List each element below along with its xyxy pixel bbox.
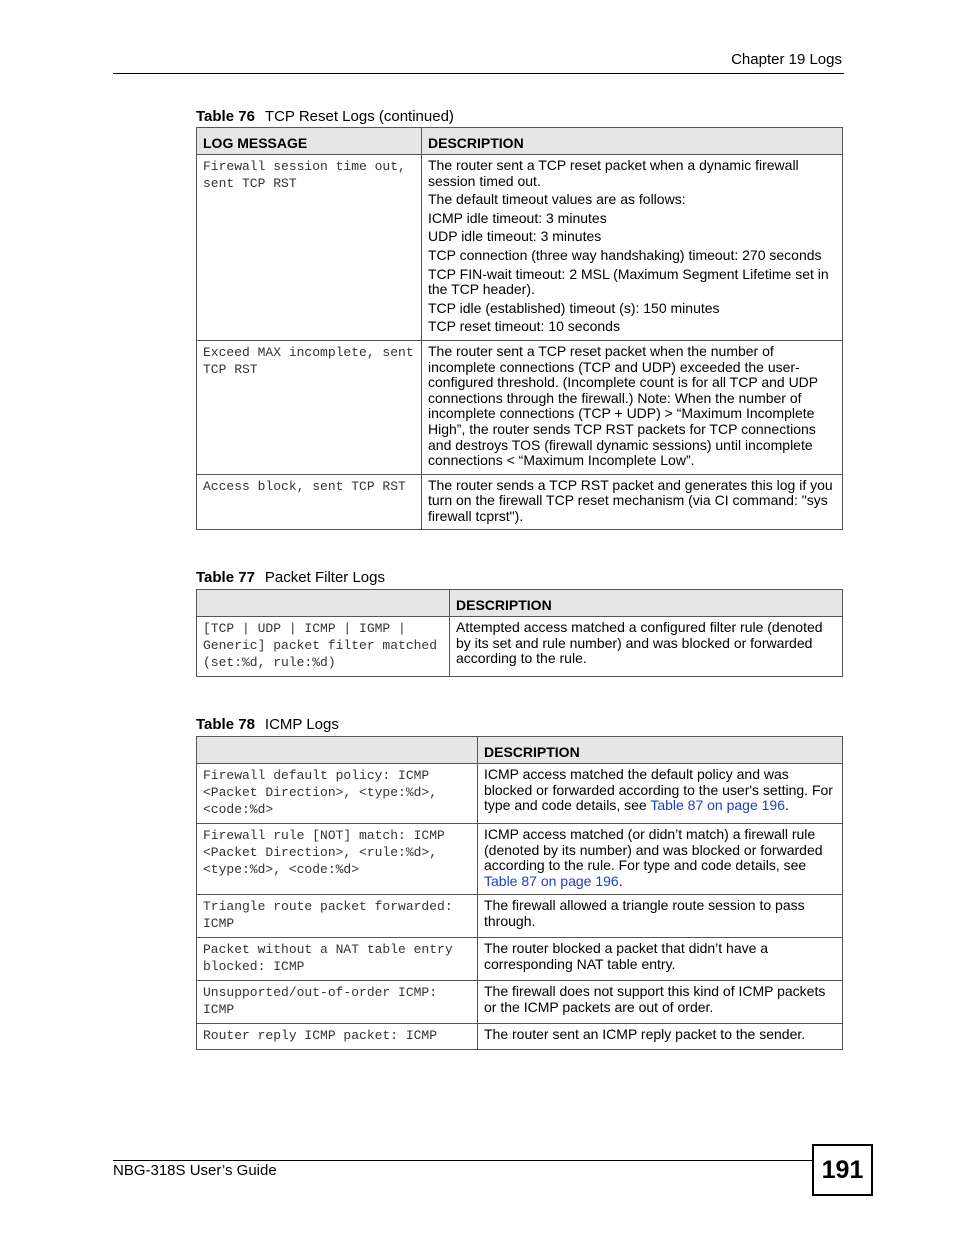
table-row	[197, 617, 843, 677]
log-message: Unsupported/out-of-order ICMP: ICMP	[197, 981, 478, 1024]
log-message: Packet without a NAT table entry blocked: ICMP	[197, 938, 478, 981]
description-text: .	[785, 797, 789, 814]
log-description: The firewall does not support this kind of ICMP packets or the ICMP packets are out of order.	[478, 981, 843, 1024]
description-line: UDP idle timeout: 3 minutes	[428, 228, 602, 245]
table78-title: ICMP Logs	[264, 716, 339, 733]
description-text: ICMP access matched (or didn’t match) a firewall rule (denoted by its number) and was blocked or forwarded according to the rule. For type and code details, see	[484, 826, 823, 874]
column-header-description: DESCRIPTION	[450, 590, 843, 617]
footer-rule	[113, 1160, 813, 1161]
table87-link[interactable]: Table 87 on page 196	[650, 797, 785, 814]
log-description: The firewall allowed a triangle route session to pass through.	[478, 895, 843, 938]
log-message: Router reply ICMP packet: ICMP	[197, 1024, 478, 1050]
table76-caption	[196, 108, 454, 125]
description-line: TCP FIN-wait timeout: 2 MSL (Maximum Segment Lifetime set in the TCP header).	[428, 265, 829, 298]
description-line: The default timeout values are as follows:	[428, 191, 686, 208]
chapter-heading: Chapter 19 Logs	[731, 51, 842, 68]
guide-title: NBG-318S User’s Guide	[113, 1162, 277, 1179]
log-description: The router sends a TCP RST packet and generates this log if you turn on the firewall TCP reset mechanism (via CI command: "sys firewall tcprst").	[422, 474, 843, 530]
description-line: ICMP idle timeout: 3 minutes	[428, 209, 607, 226]
description-line: The router sent a TCP reset packet when a dynamic firewall session timed out.	[428, 157, 799, 189]
table78-icmp-logs	[196, 736, 843, 1050]
table-header-row	[197, 590, 843, 617]
log-description: The router blocked a packet that didn’t have a corresponding NAT table entry.	[478, 938, 843, 981]
column-header-description: DESCRIPTION	[478, 737, 843, 764]
description-text: .	[618, 872, 623, 889]
log-message: Firewall rule [NOT] match: ICMP <Packet Direction>, <rule:%d>, <type:%d>, <code:%d>	[197, 824, 478, 895]
log-description: The router sent a TCP reset packet when the number of incomplete connections (TCP and UDP) exceeded the user-configured threshold. (Incomplete count is for all TCP and UDP connections through the firewall.) Note: When the number of incomplete connections (TCP + UDP) > “Maximum Incomplete High”, the router sends TCP RST packets for TCP connections and destroys TOS (firewall dynamic sessions) until incomplete connections < “Maximum Incomplete Low”.	[422, 340, 843, 474]
description-line: TCP reset timeout: 10 seconds	[428, 318, 620, 335]
description-line: TCP idle (established) timeout (s): 150 minutes	[428, 299, 720, 316]
table78-number: Table 78	[196, 716, 255, 733]
table-header-row	[197, 128, 843, 155]
log-description	[478, 764, 843, 824]
column-header-log-message	[197, 737, 478, 764]
table-header-row	[197, 737, 843, 764]
column-header-description: DESCRIPTION	[422, 128, 843, 155]
log-description: Attempted access matched a configured filter rule (denoted by its set and rule number) and was blocked or forwarded according to the rule.	[450, 617, 843, 677]
table-row	[197, 1024, 843, 1050]
table76-title: TCP Reset Logs (continued)	[264, 108, 454, 125]
log-message: Exceed MAX incomplete, sent TCP RST	[197, 340, 422, 474]
table76-number: Table 76	[196, 108, 255, 125]
table77-title: Packet Filter Logs	[264, 569, 385, 586]
table-row	[197, 340, 843, 474]
table-row	[197, 474, 843, 530]
table-row	[197, 155, 843, 341]
table-row	[197, 764, 843, 824]
table87-link[interactable]: Table 87 on page 196	[484, 872, 619, 889]
log-description: The router sent an ICMP reply packet to the sender.	[478, 1024, 843, 1050]
table77-number: Table 77	[196, 569, 255, 586]
description-text: ICMP access matched the default policy and was blocked or forwarded according to the user's setting. For type and code details, see	[484, 766, 833, 814]
table-row	[197, 981, 843, 1024]
table77-caption	[196, 569, 385, 586]
log-description	[422, 155, 843, 341]
log-message: [TCP | UDP | ICMP | IGMP | Generic] packet filter matched (set:%d, rule:%d)	[197, 617, 450, 677]
log-message: Triangle route packet forwarded: ICMP	[197, 895, 478, 938]
header-rule	[113, 73, 844, 74]
log-message: Firewall session time out, sent TCP RST	[197, 155, 422, 341]
table-row	[197, 938, 843, 981]
table78-caption	[196, 716, 339, 733]
description-line: TCP connection (three way handshaking) timeout: 270 seconds	[428, 246, 822, 263]
column-header-log-message	[197, 590, 450, 617]
log-message: Firewall default policy: ICMP <Packet Direction>, <type:%d>, <code:%d>	[197, 764, 478, 824]
log-description	[478, 824, 843, 895]
column-header-log-message: LOG MESSAGE	[197, 128, 422, 155]
table76-tcp-reset-logs	[196, 127, 843, 530]
table-row	[197, 824, 843, 895]
table-row	[197, 895, 843, 938]
page-number: 191	[812, 1144, 873, 1196]
log-message: Access block, sent TCP RST	[197, 474, 422, 530]
table77-packet-filter-logs	[196, 589, 843, 677]
